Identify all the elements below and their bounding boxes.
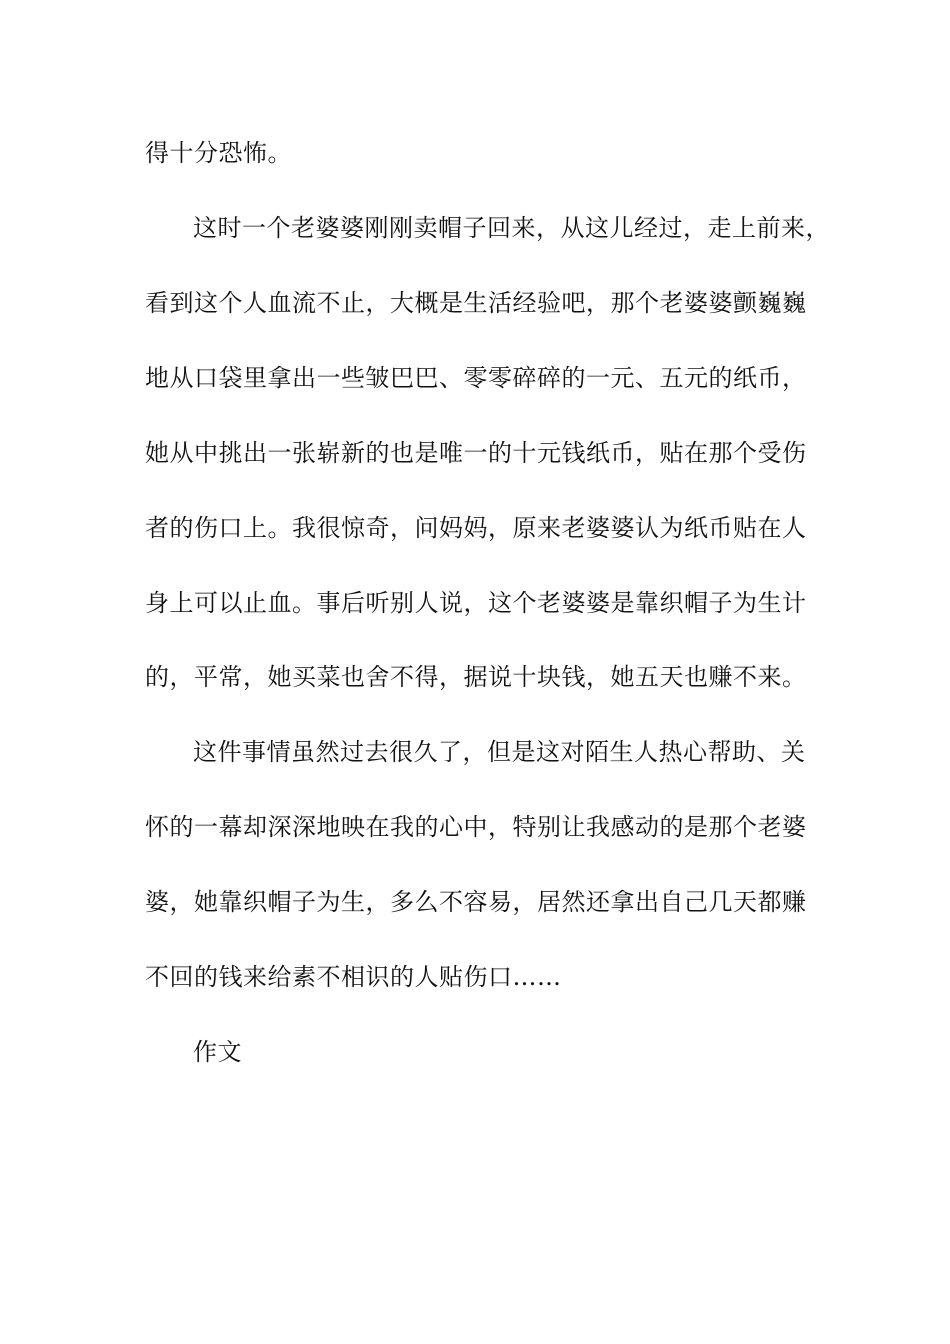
paragraph-line: 身上可以止血。事后听别人说，这个老婆婆是靠织帽子为生计 bbox=[145, 589, 807, 617]
paragraph-line: 不回的钱来给素不相识的人贴伤口…… bbox=[145, 963, 562, 991]
paragraph-line: 怀的一幕却深深地映在我的心中，特别让我感动的是那个老婆 bbox=[145, 813, 807, 841]
paragraph-line: 看到这个人血流不止，大概是生活经验吧，那个老婆婆颤巍巍 bbox=[145, 289, 807, 317]
paragraph-line: 的，平常，她买菜也舍不得，据说十块钱，她五天也赚不来。 bbox=[145, 663, 807, 691]
paragraph-line: 这时一个老婆婆刚刚卖帽子回来，从这儿经过，走上前来， bbox=[193, 214, 830, 242]
paragraph-line: 者的伤口上。我很惊奇，问妈妈，原来老婆婆认为纸币贴在人 bbox=[145, 514, 807, 542]
paragraph-line: 她从中挑出一张崭新的也是唯一的十元钱纸币，贴在那个受伤 bbox=[145, 439, 807, 467]
paragraph-line: 婆，她靠织帽子为生，多么不容易，居然还拿出自己几天都赚 bbox=[145, 888, 807, 916]
paragraph-line: 这件事情虽然过去很久了，但是这对陌生人热心帮助、关 bbox=[193, 738, 806, 766]
paragraph-line: 作文 bbox=[193, 1038, 242, 1066]
paragraph-line: 得十分恐怖。 bbox=[145, 139, 292, 167]
paragraph-line: 地从口袋里拿出一些皱巴巴、零零碎碎的一元、五元的纸币， bbox=[145, 364, 807, 392]
